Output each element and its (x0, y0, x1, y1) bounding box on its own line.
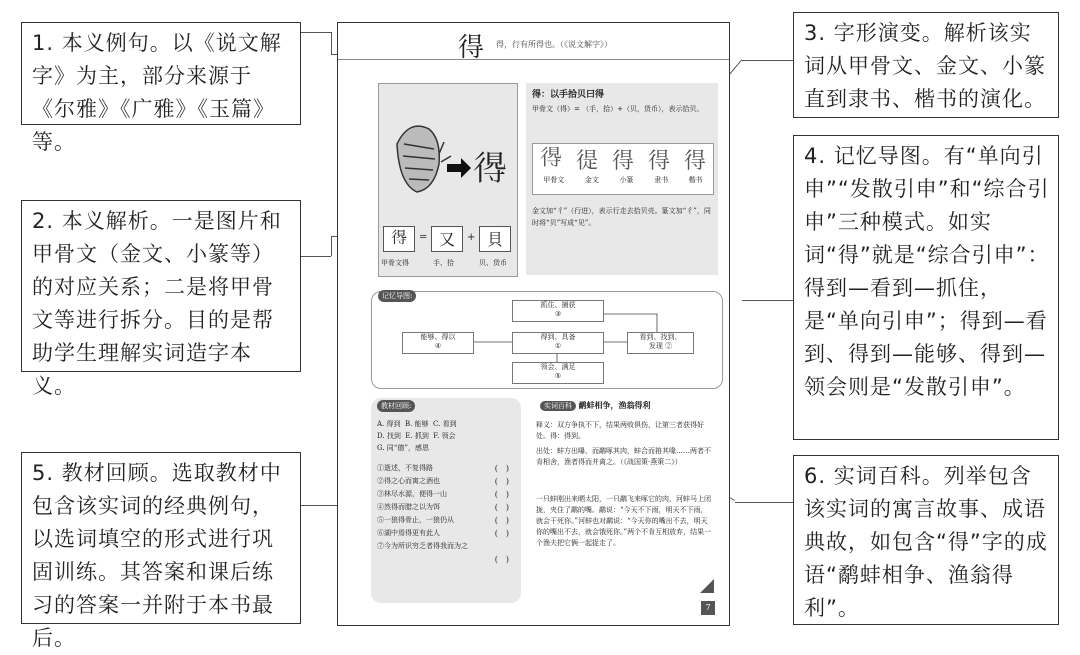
sentence-text-5: ⑤一狼得骨止，一狼仍从 (377, 516, 454, 524)
callout-5 (21, 452, 301, 650)
callout-6 (793, 455, 1059, 625)
wiki-title: 鹬蚌相争，渔翁得利 (578, 400, 651, 410)
glyph-label-3: 小篆 (619, 176, 634, 184)
sentence-text-7: ⑦今为所识穷乏者得我而为之 (377, 542, 468, 550)
glyph-regular: 得 (683, 149, 706, 174)
map-node-top (512, 300, 604, 322)
equals-sign: = (419, 232, 428, 243)
answer-blank: ( ) (494, 490, 509, 499)
answer-blank: ( ) (494, 529, 509, 538)
connector-6 (735, 502, 793, 503)
map-node-bottom (512, 362, 604, 384)
sentence-item (377, 540, 517, 553)
sentence-text-3: ③林尽水源，便得一山 (377, 490, 447, 498)
memory-map (371, 291, 723, 389)
sentence-item (377, 475, 517, 488)
map-node-center (512, 332, 604, 354)
callout-1 (21, 22, 301, 154)
callout-4 (793, 135, 1059, 440)
decomp-box-3: 貝 (479, 226, 511, 252)
sentence-item (377, 553, 517, 565)
map-node-center-label: 得到、具备 ① (540, 333, 576, 350)
sentence-item (377, 462, 517, 475)
decomposition-row (381, 224, 515, 254)
sentence-text-4: ④然得而腊之以为饵 (377, 503, 440, 511)
wiki-text-2: 出处：蚌方出曝，而鹬啄其肉，蚌合而箝其喙……两者不肯相舍，渔者得而并禽之。（《战国策·燕策二》） (536, 447, 711, 466)
glyph-label-4: 隶书 (654, 176, 669, 184)
callout-5-text: 5. 教材回顾。选取教材中包含该实词的经典例句，以选词填空的形式进行巩固训练。其答案和课后练习的答案一并附于本书最后。 (32, 461, 282, 650)
connector-5 (301, 505, 341, 506)
option-f: F. 领会 (433, 432, 456, 440)
map-node-bottom-label: 领会、满足 ⑤ (540, 363, 576, 380)
answer-blank: ( ) (494, 516, 509, 525)
glyph-label-1: 甲骨文 (543, 176, 565, 184)
right-text-2: 金文加“彳”（行进），表示行走去拾贝壳。篆文加“彳”，同时将“贝”写成“见”。 (532, 207, 711, 227)
evolution-panel (526, 83, 718, 275)
callout-3 (793, 12, 1059, 118)
glyph-label-2: 金文 (584, 176, 599, 184)
sentence-text-2: ②得之心而寓之酒也 (377, 477, 440, 485)
map-node-right (627, 332, 694, 354)
glyph-bronze: 徥 (575, 149, 598, 174)
map-node-right-label: 看到、找到、 发现 ② (639, 333, 682, 350)
callout-1-text: 1. 本义例句。以《说文解字》为主，部分来源于《尔雅》《广雅》《玉篇》等。 (32, 31, 282, 154)
glyph-label-5: 楷书 (688, 176, 703, 184)
corner-triangle (700, 579, 714, 593)
connector-2-v (331, 236, 332, 256)
right-text-1: 甲骨文（得）= （手，拾）+（贝，货币），表示拾贝。 (532, 105, 704, 113)
page-header (338, 23, 729, 63)
head-char: 得 (458, 33, 485, 63)
book-page (337, 22, 730, 626)
page-number (701, 601, 715, 615)
wiki-text-3: 一只蚌刚出来晒太阳，一只鹬飞来啄它的肉，河蚌马上闭拢，夹住了鹬的嘴。鹬说：“今天不下雨，明天不下雨，就会干死你。”河蚌也对鹬说：“今天你的嘴出不去，明天你的嘴出不去，就会饿死你。”两个不肯互相放弃，结果一个渔夫把它俩一起捉走了。 (536, 495, 712, 547)
option-b: B. 能够 (404, 420, 429, 428)
glyph-oracle: 𢔶 (539, 146, 562, 171)
callout-2-text: 2. 本义解析。一是图片和甲骨文（金文、小篆等）的对应关系；二是将甲骨文等进行拆分。目的是帮助学生理解实词造字本义。 (32, 209, 282, 398)
review-title: 教材回顾: (377, 400, 415, 412)
svg-text:𢔶: 𢔶 (473, 149, 507, 189)
answer-blank: ( ) (494, 503, 509, 512)
map-node-top-label: 抓住、捕获 ③ (540, 301, 576, 318)
wiki-header (540, 400, 651, 411)
map-node-left (402, 332, 474, 354)
picture-panel (378, 83, 518, 277)
decomp-box-2: 又 (431, 226, 463, 252)
memory-map-title: 记忆导图: (378, 290, 416, 302)
wiki-tag: 实词百科 (540, 401, 576, 411)
glyph-evolution-box (532, 143, 714, 195)
right-title: 得：以手拾贝曰得 (532, 90, 605, 100)
sentence-list (377, 462, 517, 565)
option-c: C. 看到 (433, 420, 457, 428)
decomp-label-2: 手、拾 (433, 259, 454, 267)
option-d: D. 找到 (377, 432, 401, 440)
option-g: G. 同“德”，感恩 (377, 444, 429, 452)
decomp-label-1: 甲骨文得 (381, 259, 409, 267)
sentence-text-6: ⑥湖中焉得更有此人 (377, 529, 440, 537)
plus-sign: + (467, 232, 476, 243)
answer-blank: ( ) (494, 464, 509, 473)
map-node-left-label: 能够、得以 ④ (420, 333, 456, 350)
connector-2 (301, 256, 331, 257)
glyph-clerical: 得 (647, 149, 670, 174)
answer-blank: ( ) (494, 477, 509, 486)
page-number-text: 7 (705, 603, 711, 612)
callout-4-text: 4. 记忆导图。有“单向引申”“发散引申”和“综合引申”三种模式。如实词“得”就是“综合引申”：得到—看到—抓住，是“单向引申”；得到—看到、得到—能够、得到—领会则是“发散引申”。 (804, 144, 1050, 399)
callout-6-text: 6. 实词百科。列举包含该实词的寓言故事、成语典故，如包含“得”字的成语“鹬蚌相争、渔翁得利”。 (804, 464, 1048, 620)
option-a: A. 得到 (377, 420, 401, 428)
decomp-box-1: 𢔶 (383, 226, 415, 252)
sentence-item (377, 501, 517, 514)
hand-picking-shell-illustration (379, 84, 517, 224)
sentence-item (377, 527, 517, 540)
head-definition: 得，行有所得也。（《说文解字》） (496, 40, 612, 49)
callout-3-text: 3. 字形演变。解析该实词从甲骨文、金文、小篆直到隶书、楷书的演化。 (804, 21, 1046, 111)
option-e: E. 抓到 (405, 432, 429, 440)
glyph-labels (533, 175, 713, 185)
wiki-text-1: 释义：双方争执不下，结果两败俱伤，让第三者获得好处。得：得到。 (536, 421, 704, 440)
glyph-seal: 得 (611, 149, 634, 174)
glyph-row (533, 144, 713, 175)
word-encyclopedia (530, 398, 720, 603)
callout-2 (21, 200, 301, 398)
answer-blank: ( ) (494, 555, 509, 564)
sentence-item (377, 514, 517, 527)
textbook-review (371, 398, 521, 603)
connector-1-v (331, 32, 332, 54)
connector-1 (301, 32, 331, 33)
options-list (377, 418, 517, 454)
sentence-item (377, 488, 517, 501)
connector-4 (742, 300, 793, 301)
sentence-text-1: ①逝述，不复得路 (377, 464, 433, 472)
connector-3 (742, 60, 793, 61)
decomp-label-3: 贝、货币 (479, 259, 507, 267)
